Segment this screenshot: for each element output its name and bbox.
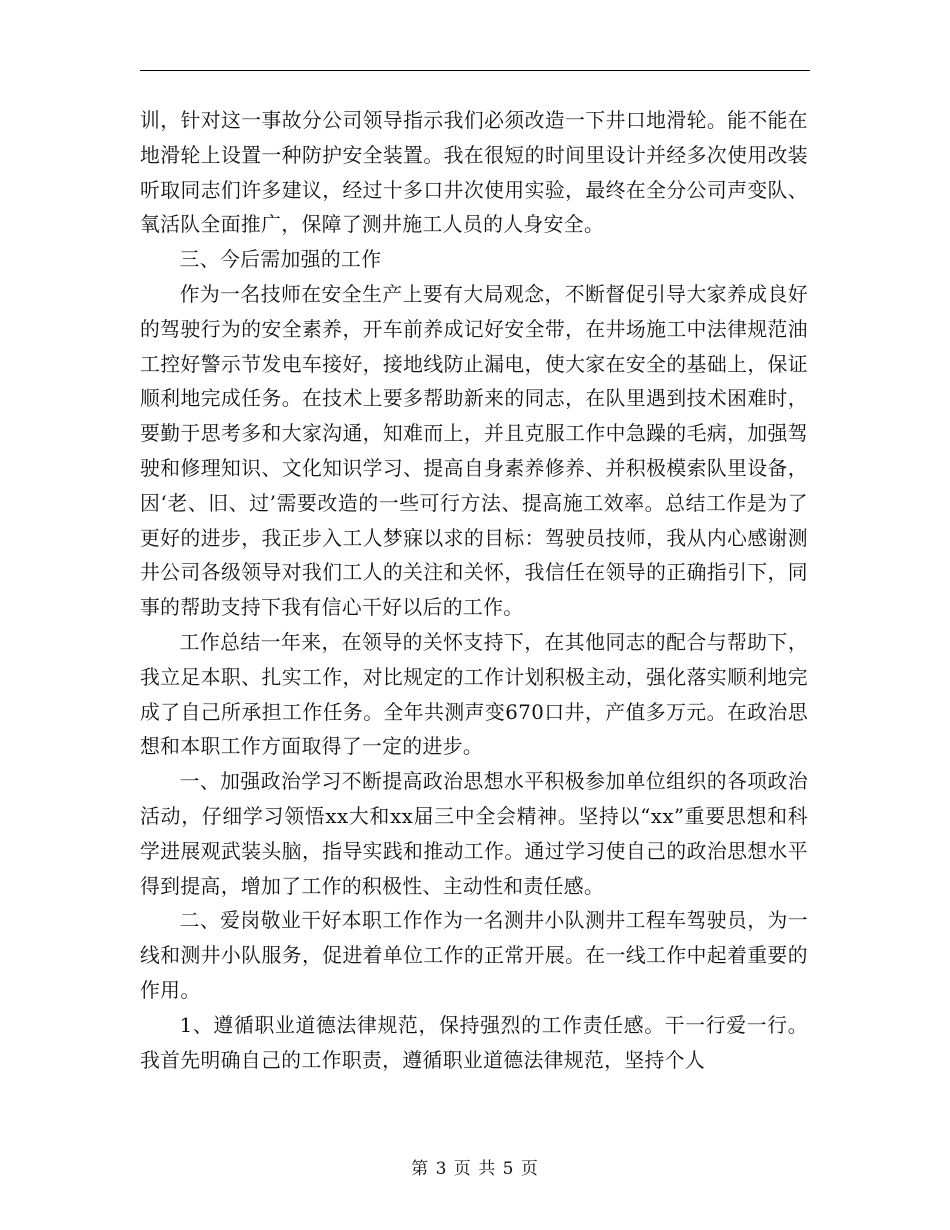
paragraph: 作为一名技师在安全生产上要有大局观念，不断督促引导大家养成良好的驾驶行为的安全素养，开车前养成记好安全带，在井场施工中法律规范油工控好警示节发电车接好，接地线防止漏电，使大家在安全的基础上，保证顺利地完成任务。在技术上要多帮助新来的同志，在队里遇到技术困难时，要勤于思考多和大家沟通，知难而上，并且克服工作中急躁的毛病，加强驾驶和修理知识、文化知识学习、提高自身素养修养、并积极模索队里设备，因‘老、旧、过’需要改造的一些可行方法、提高施工效率。总结工作是为了更好的进步，我正步入工人梦寐以求的目标：驾驶员技师，我从内心感谢测井公司各级领导对我们工人的关注和关怀，我信任在领导的正确指引下，同事的帮助支持下我有信心干好以后的工作。 [140, 282, 808, 620]
paragraph: 工作总结一年来，在领导的关怀支持下，在其他同志的配合与帮助下，我立足本职、扎实工作，对比规定的工作计划积极主动，强化落实顺利地完成了自己所承担工作任务。全年共测声变670口井，产值多万元。在政治思想和本职工作方面取得了一定的进步。 [140, 630, 808, 759]
paragraph-continued: 训，针对这一事故分公司领导指示我们必须改造一下井口地滑轮。能不能在地滑轮上设置一种防护安全装置。我在很短的时间里设计并经多次使用改装听取同志们许多建议，经过十多口井次使用实验，最终在全分公司声变队、氧活队全面推广，保障了测井施工人员的人身安全。 [140, 109, 808, 237]
paragraph: 二、爱岗敬业干好本职工作作为一名测井小队测井工程车驾驶员，为一线和测井小队服务，促进着单位工作的正常开展。在一线工作中起着重要的作用。 [140, 909, 808, 1002]
header-rule [140, 70, 810, 71]
paragraph: 1、遵循职业道德法律规范，保持强烈的工作责任感。干一行爱一行。我首先明确自己的工作职责，遵循职业道德法律规范，坚持个人 [140, 1013, 808, 1072]
section-heading-3: 三、今后需加强的工作 [179, 248, 382, 272]
paragraph: 一、加强政治学习不断提高政治思想水平积极参加单位组织的各项政治活动，仔细学习领悟xx大和xx届三中全会精神。坚持以“xx”重要思想和科学进展观武装头脑，指导实践和推动工作。通过学习使自己的政治思想水平得到提高，增加了工作的积极性、主动性和责任感。 [140, 770, 808, 898]
document-body [140, 104, 808, 1078]
page-footer: 第 3 页 共 5 页 [411, 1159, 539, 1179]
